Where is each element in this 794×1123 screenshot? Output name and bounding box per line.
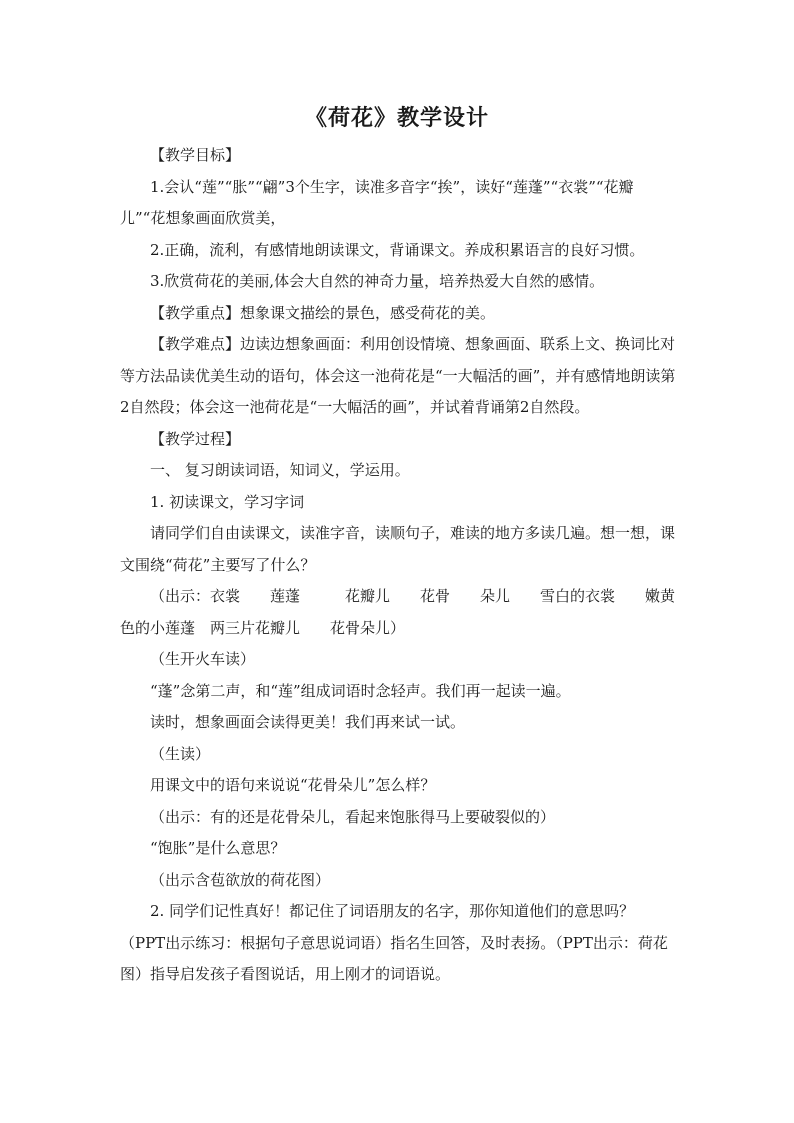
paragraph-show-picture: （出示含苞欲放的荷花图）	[150, 870, 331, 889]
paragraph-question: 用课文中的语句来说说“花骨朵儿”怎么样？	[150, 776, 436, 794]
paragraph-show-sentence: （出示：有的还是花骨朵儿，看起来饱胀得马上要破裂似的）	[150, 807, 556, 826]
paragraph-imagine: 读时，想象画面会读得更美！我们再来试一试。	[150, 713, 466, 731]
difficult-point: 【教学难点】边读边想象画面：利用创设情境、想象画面、联系上文、换词比对等方法品读优美生动的语句，体会这一池荷花是“一大幅活的画”，并有感情地朗读第2自然段；体会这一池荷花是“一大幅活的画”，并试着背诵第2自然段。	[120, 335, 676, 416]
paragraph-student-read: （生读）	[150, 744, 211, 763]
paragraph-pronunciation: “蓬”念第二声，和“莲”组成词语时念轻声。我们再一起读一遍。	[150, 681, 571, 700]
step-heading-1: 一、 复习朗读词语，知词义，学运用。	[150, 461, 410, 479]
section-heading-objectives: 【教学目标】	[150, 146, 241, 164]
paragraph-meaning-question: “饱胀”是什么意思？	[150, 839, 286, 857]
key-point: 【教学重点】想象课文描绘的景色，感受荷花的美。	[150, 303, 496, 322]
section-heading-process: 【教学过程】	[150, 429, 241, 448]
paragraph-step-2: 2. 同学们记性真好！都记住了词语朋友的名字，那你知道他们的意思吗？（PPT出示练习：根据句子意思说词语）指名生回答，及时表扬。（PPT出示：荷花图）指导启发孩子看图说话，用上刚才的词语说。	[120, 902, 668, 983]
substep-1: 1. 初读课文，学习字词	[150, 492, 305, 511]
paragraph-train-read: （生开火车读）	[150, 650, 256, 668]
paragraph-word-list: （出示：衣裳 莲蓬 花瓣儿 花骨 朵儿 雪白的衣裳 嫩黄色的小莲蓬 两三片花瓣儿 花骨朵儿）	[120, 587, 676, 637]
document-title: 《荷花》教学设计	[304, 105, 489, 131]
objective-3: 3.欣赏荷花的美丽,体会大自然的神奇力量，培养热爱大自然的感情。	[150, 272, 605, 290]
objective-2: 2.正确，流利，有感情地朗读课文，背诵课文。养成积累语言的良好习惯。	[150, 240, 645, 259]
paragraph-reading: 请同学们自由读课文，读准字音，读顺句子，难读的地方多读几遍。想一想，课文围绕“荷花”主要写了什么？	[120, 524, 676, 574]
objective-1: 1.会认“莲”“胀”“翩”3个生字，读准多音字“挨”，读好“莲蓬”“衣裳”“花瓣儿”“花想象画面欣赏美，	[120, 177, 634, 227]
document-body	[120, 140, 678, 991]
